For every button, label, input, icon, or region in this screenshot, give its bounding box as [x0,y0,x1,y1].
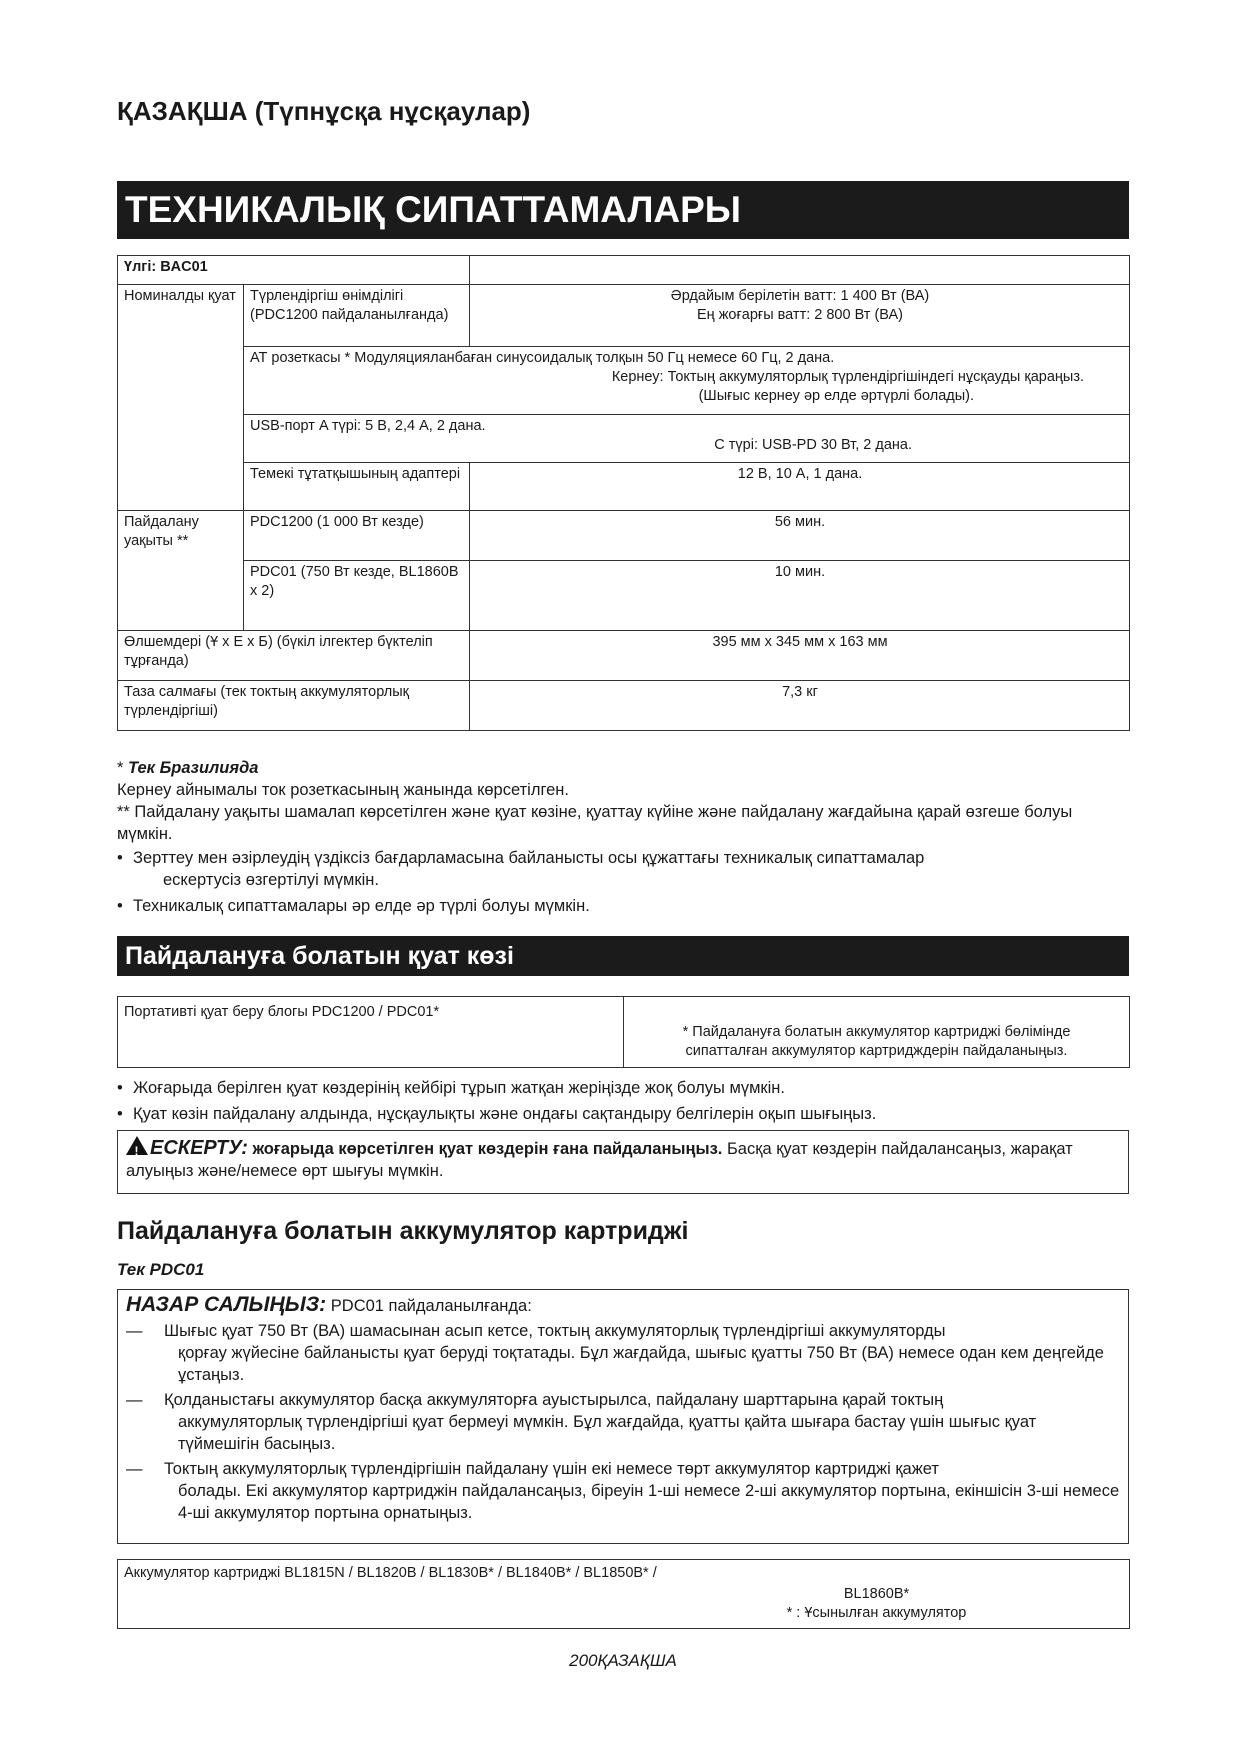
brazil-text: Кернеу айнымалы ток розеткасының жанында көрсетілген. [117,781,569,799]
power-source-title: Пайдалануға болатын қуат көзі [117,936,1129,976]
pdc01-value: 10 мин. [470,561,1130,631]
bullet-dot: • [117,897,123,915]
spec-table [117,255,1130,731]
table-row [118,511,1130,561]
table-row [118,561,1130,631]
runtime-note: ** Пайдалану уақыты шамалап көрсетілген және қуат көзіне, қуаттау күйіне және пайдалану жағдайына қарай өзгеше болуы мүмкін. [117,803,1073,843]
bullet-dot: • [117,1105,123,1123]
ps-bullet-1: Жоғарыда берілген қуат көздерінің кейбірі тұрып жатқан жеріңізде жоқ болуы мүмкін. [133,1079,785,1097]
attention-label: НАЗАР САЛЫҢЫЗ: [126,1293,327,1316]
list-item [126,1389,1120,1455]
battery-only-label: Тек PDC01 [117,1260,205,1279]
attn-item-2a: Қолданыстағы аккумулятор басқа аккумуляторға ауыстырылса, пайдалану шарттарына қарай токтың [164,1391,944,1409]
bullet-dot: • [117,849,123,867]
list-item [126,1458,1120,1524]
power-source-list [117,1075,1129,1129]
table-row [118,285,1130,347]
power-footnote [624,997,1130,1068]
usb-cell [244,415,1130,463]
table-row [118,415,1130,463]
attn-item-3a: Токтың аккумуляторлық түрлендіргішін пайдалану үшін екі немесе төрт аккумулятор картриджі қажет [164,1460,939,1478]
brazil-note [117,757,1129,779]
cig-value: 12 В, 10 А, 1 дана. [470,463,1130,511]
table-row [118,256,1130,285]
list-item [117,1077,1129,1099]
attention-lead: PDC01 пайдаланылғанда: [330,1297,532,1315]
battery-last: BL1860B* [843,1586,910,1602]
rated-power-label: Номиналды қуат [118,285,244,511]
page-number: 200ҚАЗАҚША [569,1651,677,1670]
battery-section-title: Пайдалануға болатын аккумулятор картриджі [117,1217,689,1245]
dash-mark: — [126,1460,143,1478]
conv-value-2: Ең жоғарғы ватт: 2 800 Вт (ВА) [697,307,903,323]
warning-text: Басқа қуат көздерін пайдалансаңыз, жарақат алуыңыз және/немесе өрт шығуы мүмкін. [126,1140,1073,1180]
conv-value [470,285,1130,347]
dims-value: 395 мм x 345 мм x 163 мм [470,631,1130,681]
power-source-table [117,996,1130,1068]
power-footnote-1: * Пайдалануға болатын аккумулятор картриджі бөлімінде [682,1024,1071,1040]
attn-item-3b: болады. Екі аккумулятор картриджін пайдалансаңыз, біреуін 1-ші немесе 2-ші аккумулятор портына, екіншісін 3-ші немесе 4-ші аккумулятор портына орнатыңыз. [178,1482,1120,1522]
warning-triangle-icon [126,1136,148,1155]
table-row [118,997,1130,1068]
language-title: ҚАЗАҚША (Түпнұсқа нұсқаулар) [117,96,531,126]
table-row [118,463,1130,511]
table-row [118,1560,1130,1629]
pdc1200-label: PDC1200 (1 000 Вт кезде) [244,511,470,561]
pdc01-label: PDC01 (750 Вт кезде, BL1860B x 2) [244,561,470,631]
spec-notes [117,757,1129,921]
table-row [118,347,1130,415]
ac-line-3: (Шығыс кернеу әр елде әртүрлі болады). [698,388,974,404]
list-item [117,1103,1129,1125]
list-item [117,847,1129,891]
list-item [117,895,1129,917]
ps-bullet-2: Қуат көзін пайдалану алдында, нұсқаулықты және ондағы сақтандыру белгілерін оқып шығыңыз. [133,1105,877,1123]
dims-label: Өлшемдері (Ұ x Е x Б) (бүкіл ілгектер бүктеліп тұрғанда) [118,631,470,681]
cig-label: Темекі тұтатқышының адаптері [244,463,470,511]
warning-bold: жоғарыда көрсетілген қуат көздерін ғана пайдаланыңыз. [252,1140,723,1158]
attn-item-1b: қорғау жүйесіне байланысты қуат беруді тоқтатады. Бұл жағдайда, шығыс қуатты 750 Вт (ВА) немесе одан кем деңгейде ұстаңыз. [178,1344,1104,1384]
brazil-star: * [117,759,129,777]
battery-cell [118,1560,1130,1629]
attn-item-2b: аккумуляторлық түрлендіргіші қуат бермеуі мүмкін. Бұл жағдайда, қуатты қайта шығара бастау үшін шығыс қуат түймешігін басыңыз. [178,1413,1037,1453]
weight-value: 7,3 кг [470,681,1130,731]
usb-line-2: С түрі: USB-PD 30 Вт, 2 дана. [714,437,912,453]
power-device: Портативті қуат беру блогы PDC1200 / PDC01* [118,997,624,1068]
ac-line-2: Кернеу: Токтың аккумуляторлық түрлендіргішіндегі нұсқауды қараңыз. [611,369,1084,385]
attention-header [126,1294,1120,1317]
table-row [118,631,1130,681]
empty-cell [470,256,1130,285]
battery-cartridges: Аккумулятор картриджі BL1815N / BL1820B / BL1830B* / BL1840B* / BL1850B* / [124,1565,657,1581]
table-row [118,681,1130,731]
battery-recommended: * : Ұсынылған аккумулятор [786,1605,967,1621]
model-cell: Үлгі: BAC01 [118,256,470,285]
list-item [126,1320,1120,1386]
bullet-1a: Зерттеу мен әзірлеудің үздіксіз бағдарламасына байланысты осы құжаттағы техникалық сипаттамалар [133,849,925,867]
pdc1200-value: 56 мин. [470,511,1130,561]
bullet-2: Техникалық сипаттамалары әр елде әр түрлі болуы мүмкін. [133,897,590,915]
runtime-label: Пайдалану уақыты ** [118,511,244,631]
weight-label: Таза салмағы (тек токтың аккумуляторлық түрлендіргіші) [118,681,470,731]
attn-item-1a: Шығыс қуат 750 Вт (ВА) шамасынан асып кетсе, токтың аккумуляторлық түрлендіргіші аккумуляторды [164,1322,946,1340]
power-footnote-2: сипатталған аккумулятор картридждерін пайдаланыңыз. [685,1043,1068,1059]
conv-value-1: Әрдайым берілетін ватт: 1 400 Вт (ВА) [670,288,930,304]
usb-line-1: USB-порт A түрі: 5 В, 2,4 А, 2 дана. [250,418,486,434]
dash-mark: — [126,1391,143,1409]
ac-line-1: АТ розеткасы * Модуляцияланбаған синусоидалық толқын 50 Гц немесе 60 Гц, 2 дана. [250,350,835,366]
warning-label: ЕСКЕРТУ: [150,1137,248,1159]
conv-label: Түрлендіргіш өнімділігі (PDC1200 пайдаланылғанда) [244,285,470,347]
bullet-dot: • [117,1079,123,1097]
bullet-1b: ескертусіз өзгертілуі мүмкін. [163,871,379,889]
ac-outlet-cell [244,347,1130,415]
warning-box [117,1130,1129,1194]
battery-table [117,1559,1130,1629]
spec-section-title: ТЕХНИКАЛЫҚ СИПАТТАМАЛАРЫ [117,181,1129,239]
brazil-label: Тек Бразилияда [128,759,259,777]
attention-box [117,1289,1129,1544]
dash-mark: — [126,1322,143,1340]
